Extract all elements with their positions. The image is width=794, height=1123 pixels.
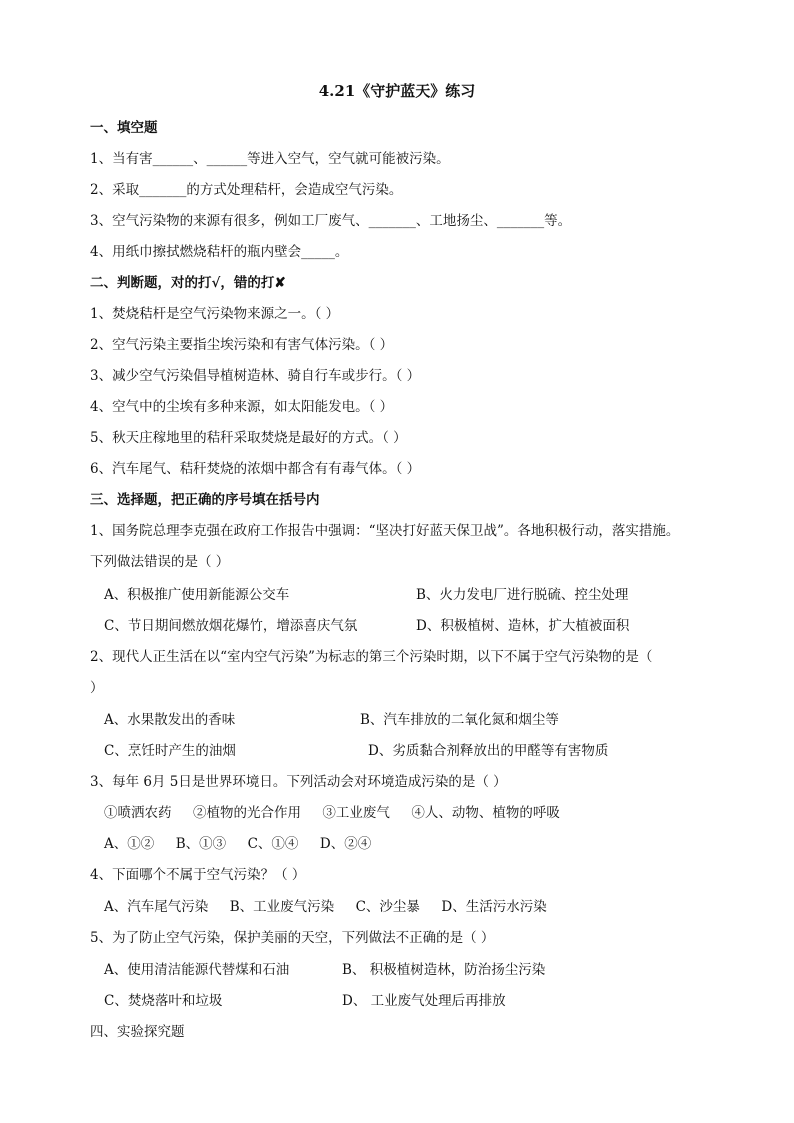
section-heading-fill-blank: 一、填空题 <box>90 120 158 136</box>
fill-blank-q4: 4、用纸巾擦拭燃烧秸杆的瓶内壁会_____。 <box>90 244 349 260</box>
choice-q5-option-d: D、 工业废气处理后再排放 <box>342 993 506 1009</box>
fill-blank-q3: 3、空气污染物的来源有很多，例如工厂废气、_______、工地扬尘、_______等。 <box>90 213 572 229</box>
choice-q1-option-a: A、积极推广使用新能源公交车 <box>104 587 290 603</box>
true-false-q3: 3、减少空气污染倡导植树造林、骑自行车或步行。（ ） <box>90 368 421 384</box>
section-heading-choice: 三、选择题，把正确的序号填在括号内 <box>90 492 320 508</box>
choice-q5-option-c: C、焚烧落叶和垃圾 <box>104 993 223 1009</box>
choice-q5-line1: 5、为了防止空气污染，保护美丽的天空，下列做法不正确的是（ ） <box>90 930 495 946</box>
choice-q1-option-d: D、积极植树、造林，扩大植被面积 <box>416 618 630 634</box>
section-heading-experiment: 四、实验探究题 <box>90 1024 185 1040</box>
choice-q2-option-b: B、汽车排放的二氧化氮和烟尘等 <box>360 712 559 728</box>
choice-q2-option-d: D、劣质黏合剂释放出的甲醛等有害物质 <box>368 743 609 759</box>
section-heading-true-false: 二、判断题，对的打√，错的打✘ <box>90 275 286 291</box>
choice-q2-line2: ） <box>90 680 104 696</box>
choice-q1-line1: 1、国务院总理李克强在政府工作报告中强调：“坚决打好蓝天保卫战”。各地积极行动，落实措施。 <box>90 523 680 539</box>
choice-q1-option-b: B、火力发电厂进行脱硫、控尘处理 <box>416 587 629 603</box>
choice-q1-line2: 下列做法错误的是（ ） <box>90 554 230 570</box>
choice-q3-line1: 3、每年 6月 5日是世界环境日。下列活动会对环境造成污染的是（ ） <box>90 774 507 790</box>
choice-q5-option-a: A、使用清洁能源代替煤和石油 <box>104 962 290 978</box>
choice-q5-option-b: B、 积极植树造林，防治扬尘污染 <box>342 962 546 978</box>
true-false-q1: 1、焚烧秸杆是空气污染物来源之一。（ ） <box>90 306 340 322</box>
fill-blank-q1: 1、当有害______、______等进入空气，空气就可能被污染。 <box>90 151 450 167</box>
true-false-q6: 6、汽车尾气、秸秆焚烧的浓烟中都含有有毒气体。（ ） <box>90 461 421 477</box>
true-false-q2: 2、空气污染主要指尘埃污染和有害气体污染。（ ） <box>90 337 394 353</box>
true-false-q5: 5、秋天庄稼地里的秸秆采取焚烧是最好的方式。（ ） <box>90 430 407 446</box>
true-false-q4: 4、空气中的尘埃有多种来源，如太阳能发电。（ ） <box>90 399 394 415</box>
choice-q1-option-c: C、节日期间燃放烟花爆竹，增添喜庆气氛 <box>104 618 358 634</box>
choice-q3-items: ①喷洒农药 ②植物的光合作用 ③工业废气 ④人、动物、植物的呼吸 <box>104 805 560 821</box>
choice-q4-line1: 4、下面哪个不属于空气污染？（ ） <box>90 867 306 883</box>
fill-blank-q2: 2、采取_______的方式处理秸杆，会造成空气污染。 <box>90 182 403 198</box>
choice-q2-line1: 2、现代人正生活在以“室内空气污染”为标志的第三个污染时期，以下不属于空气污染物的是（ <box>90 649 653 665</box>
page-title: 4.21《守护蓝天》练习 <box>318 82 476 100</box>
choice-q4-options: A、汽车尾气污染 B、工业废气污染 C、沙尘暴 D、生活污水污染 <box>104 899 547 915</box>
choice-q2-option-a: A、水果散发出的香味 <box>104 712 236 728</box>
choice-q2-option-c: C、烹饪时产生的油烟 <box>104 743 236 759</box>
choice-q3-options: A、①② B、①③ C、①④ D、②④ <box>104 836 372 852</box>
